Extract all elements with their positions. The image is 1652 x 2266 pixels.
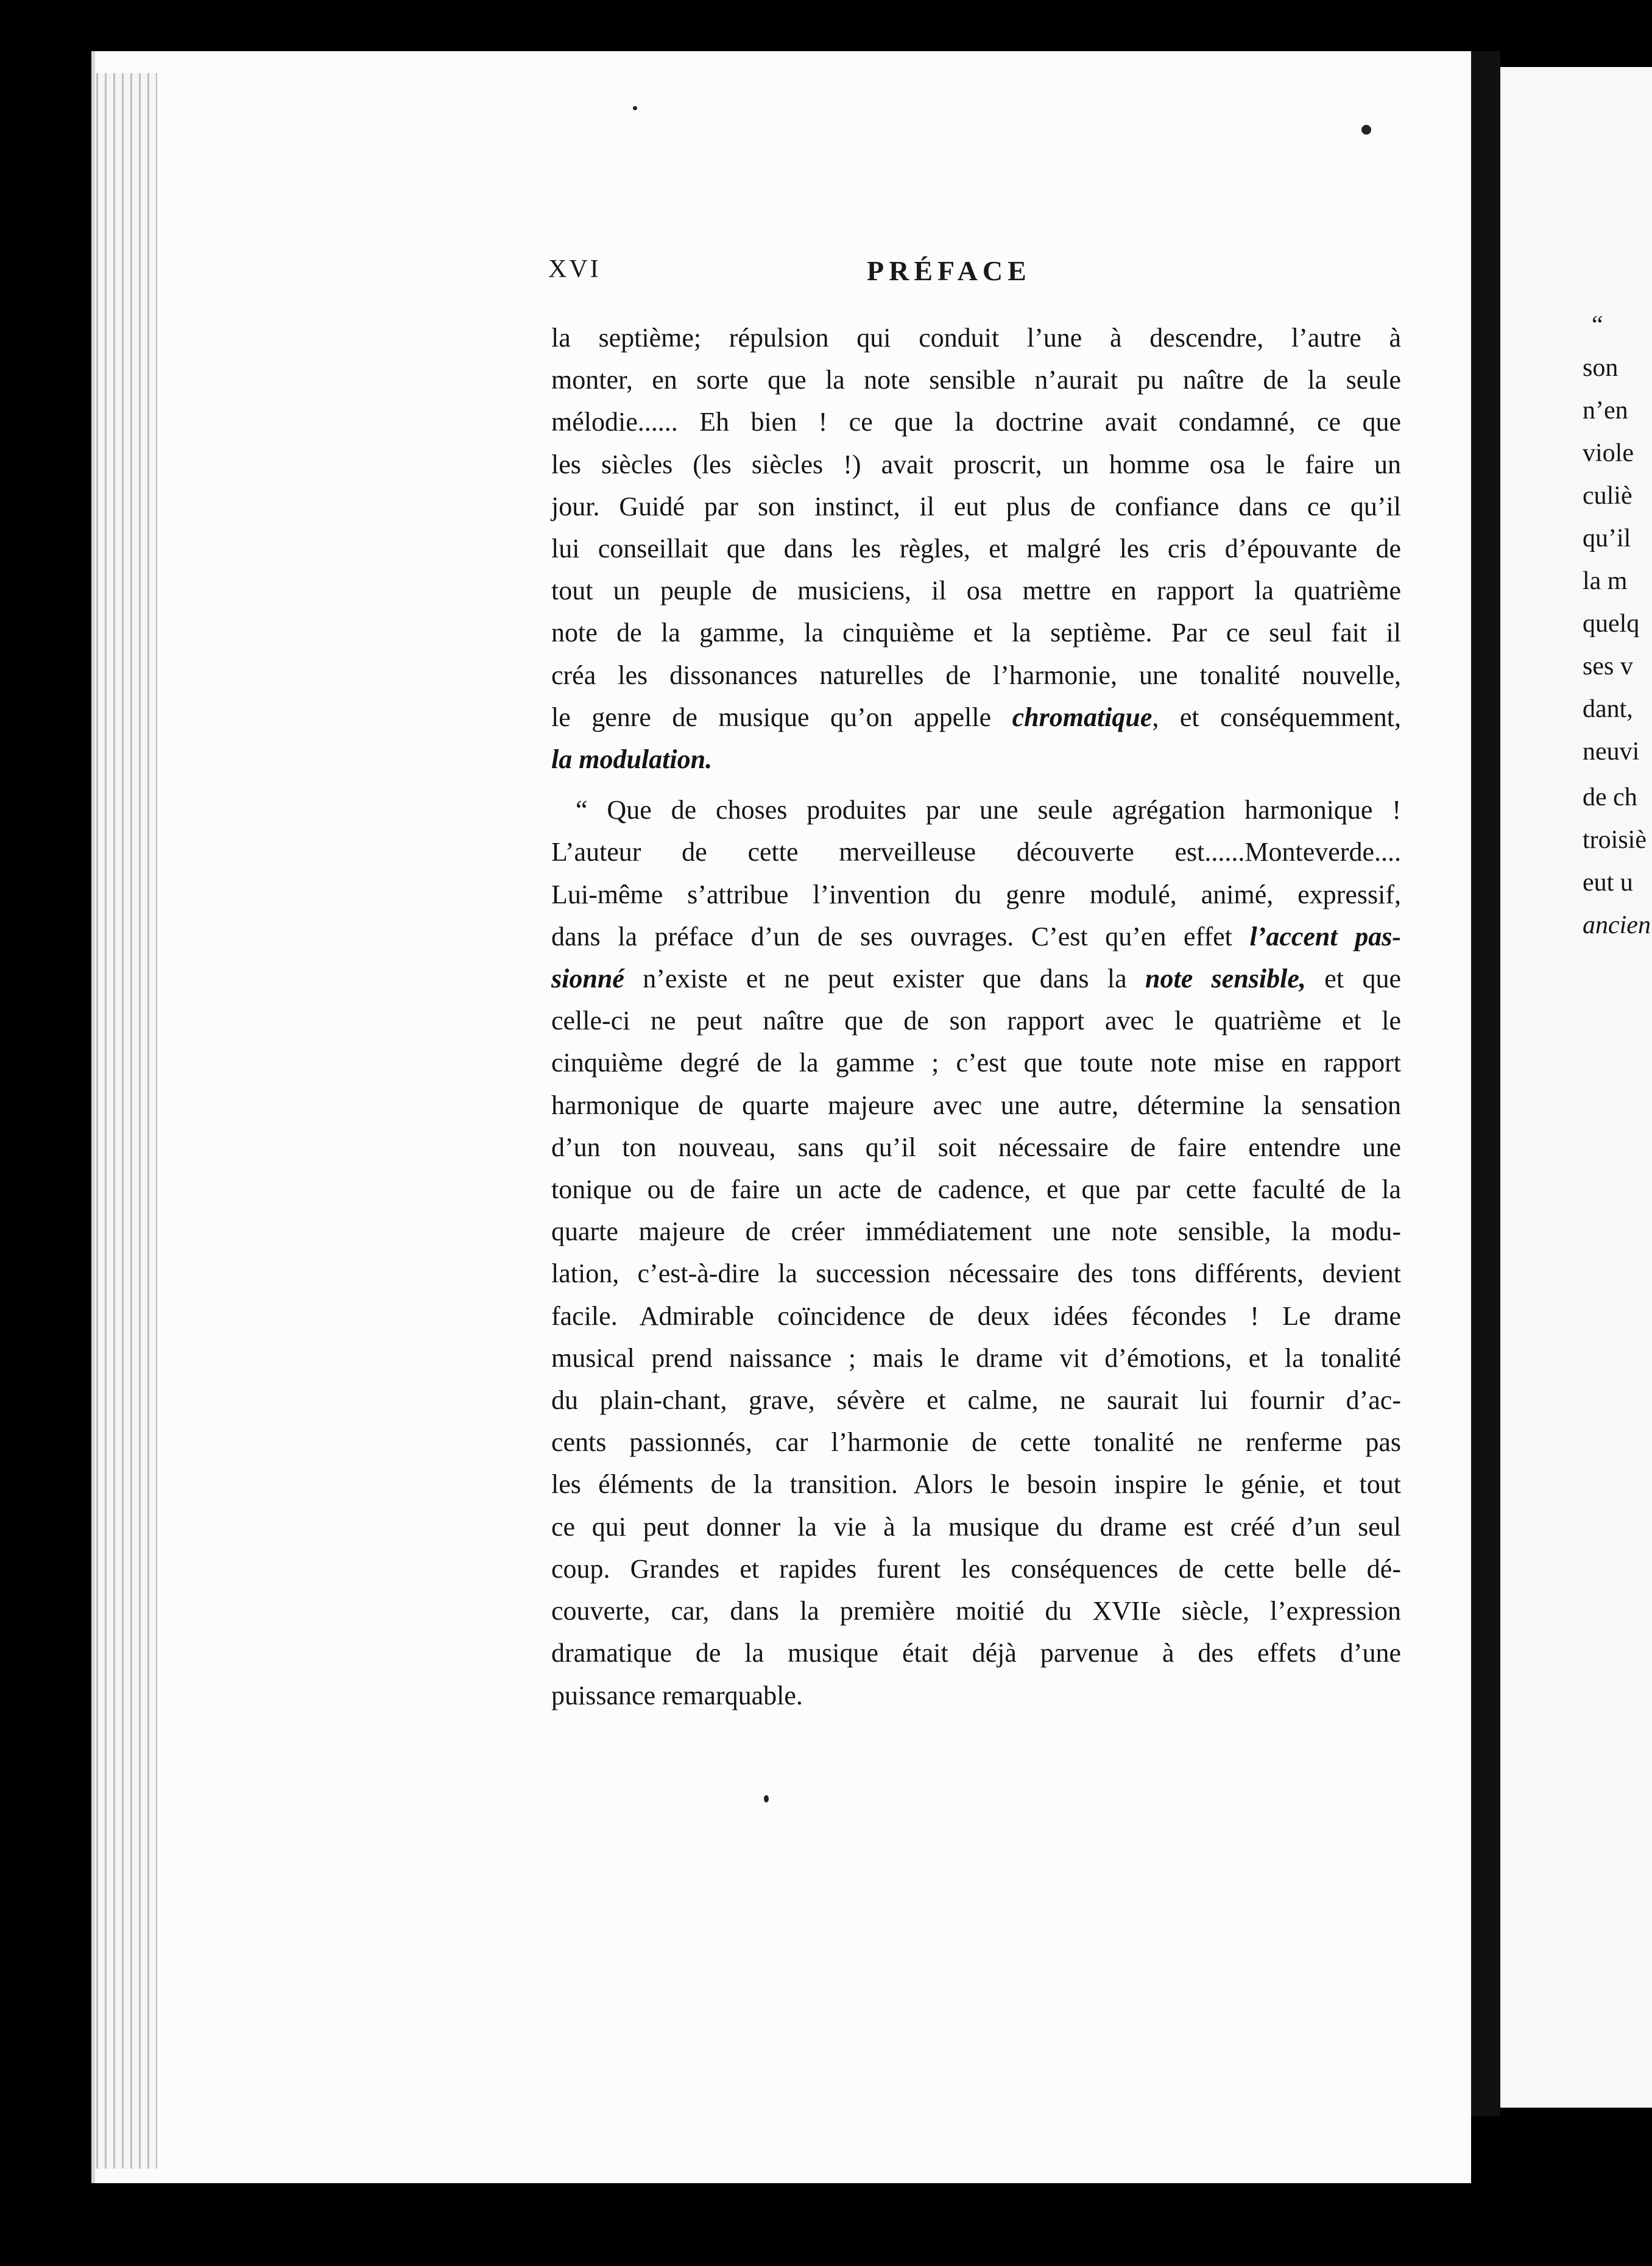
speck [1361, 125, 1371, 135]
text-line: jour. Guidé par son instinct, il eut plus de confiance dans ce qu’il [551, 491, 1401, 521]
facing-fragment: neuvi [1583, 738, 1640, 766]
facing-fragment: n’en [1583, 397, 1628, 425]
text-line: L’auteur de cette merveilleuse découverte est......Monteverde.... [551, 837, 1401, 867]
text-line [551, 738, 1401, 780]
facing-fragment: ses v [1583, 652, 1633, 680]
text-line: quarte majeure de créer immédiatement une note sensible, la modu- [551, 1216, 1401, 1247]
text-run: dans la préface d’un de ses ouvrages. C’est qu’en effet [551, 921, 1250, 951]
text-line [551, 958, 1401, 1000]
italic-term: note sensible, [1145, 964, 1306, 994]
text-line: couverte, car, dans la première moitié du XVIIe siècle, l’expression [551, 1596, 1401, 1626]
text-run: le genre de musique qu’on appelle [551, 702, 1012, 732]
facing-fragment: culiè [1583, 482, 1633, 510]
text-line: lui conseillait que dans les règles, et malgré les cris d’épouvante de [551, 534, 1401, 564]
text-line: musical prend naissance ; mais le drame vit d’émotions, et la tonalité [551, 1343, 1401, 1373]
text-line: harmonique de quarte majeure avec une autre, détermine la sensation [551, 1090, 1401, 1120]
text-line: les siècles (les siècles !) avait proscrit, un homme osa le faire un [551, 449, 1401, 479]
facing-fragment: son [1583, 354, 1618, 382]
facing-fragment: qu’il [1583, 524, 1631, 552]
italic-term: la modulation. [551, 744, 713, 775]
text-line: la septième; répulsion qui conduit l’une à descendre, l’autre à [551, 323, 1401, 353]
text-line: tout un peuple de musiciens, il osa mettre en rapport la quatrième [551, 576, 1401, 606]
text-line: ce qui peut donner la vie à la musique du drame est créé d’un seul [551, 1511, 1401, 1542]
text-line: Lui-même s’attribue l’invention du genre modulé, animé, expressif, [551, 879, 1401, 909]
text-line: monter, en sorte que la note sensible n’aurait pu naître de la seule [551, 365, 1401, 395]
italic-term: sionné [551, 964, 624, 994]
facing-fragment: la m [1583, 567, 1628, 595]
speck [764, 1795, 769, 1802]
text-line: celle-ci ne peut naître que de son rapport avec le quatrième et le [551, 1006, 1401, 1036]
text-line: d’un ton nouveau, sans qu’il soit nécessaire de faire entendre une [551, 1132, 1401, 1162]
text-line: “ Que de choses produites par une seule agrégation harmonique ! [576, 795, 1401, 825]
page-title: PRÉFACE [867, 255, 1031, 286]
facing-fragment: troisiè [1583, 826, 1647, 854]
speck [633, 106, 637, 110]
page-number: XVI [548, 255, 601, 283]
text-run: et que [1305, 964, 1401, 994]
text-line: créa les dissonances naturelles de l’harmonie, une tonalité nouvelle, [551, 660, 1401, 690]
page-edges [96, 73, 157, 2169]
facing-page [1500, 67, 1652, 2108]
text-line: les éléments de la transition. Alors le besoin inspire le génie, et tout [551, 1469, 1401, 1500]
italic-term: l’accent pas- [1249, 921, 1401, 951]
text-run: n’existe et ne peut exister que dans la [624, 964, 1146, 994]
facing-fragment: de ch [1583, 783, 1637, 811]
text-line [551, 916, 1401, 958]
text-line: puissance remarquable. [551, 1680, 803, 1710]
paragraph [551, 789, 1401, 1716]
facing-fragment: ancien [1583, 911, 1651, 939]
text-line: dramatique de la musique était déjà parvenue à des effets d’une [551, 1638, 1401, 1668]
italic-term: chromatique [1012, 702, 1153, 732]
paragraph [551, 317, 1401, 780]
text-line: lation, c’est-à-dire la succession nécessaire des tons différents, devient [551, 1258, 1401, 1289]
body-text [551, 317, 1401, 1717]
text-line: tonique ou de faire un acte de cadence, et que par cette faculté de la [551, 1174, 1401, 1205]
facing-fragment: “ [1592, 311, 1603, 339]
text-line: mélodie...... Eh bien ! ce que la doctrine avait condamné, ce que [551, 407, 1401, 437]
text-run: , et conséquemment, [1152, 702, 1401, 732]
book-gutter [1471, 51, 1500, 2116]
facing-fragment: viole [1583, 439, 1634, 467]
text-line [551, 696, 1401, 738]
facing-fragment: eut u [1583, 869, 1633, 897]
text-line: facile. Admirable coïncidence de deux idées fécondes ! Le drame [551, 1301, 1401, 1331]
text-line: cents passionnés, car l’harmonie de cette tonalité ne renferme pas [551, 1427, 1401, 1458]
facing-fragment: quelq [1583, 610, 1640, 638]
text-line: du plain-chant, grave, sévère et calme, ne saurait lui fournir d’ac- [551, 1385, 1401, 1416]
text-line: coup. Grandes et rapides furent les conséquences de cette belle dé- [551, 1553, 1401, 1584]
facing-fragment: dant, [1583, 695, 1633, 723]
text-line: cinquième degré de la gamme ; c’est que toute note mise en rapport [551, 1048, 1401, 1078]
text-line: note de la gamme, la cinquième et la septième. Par ce seul fait il [551, 618, 1401, 648]
